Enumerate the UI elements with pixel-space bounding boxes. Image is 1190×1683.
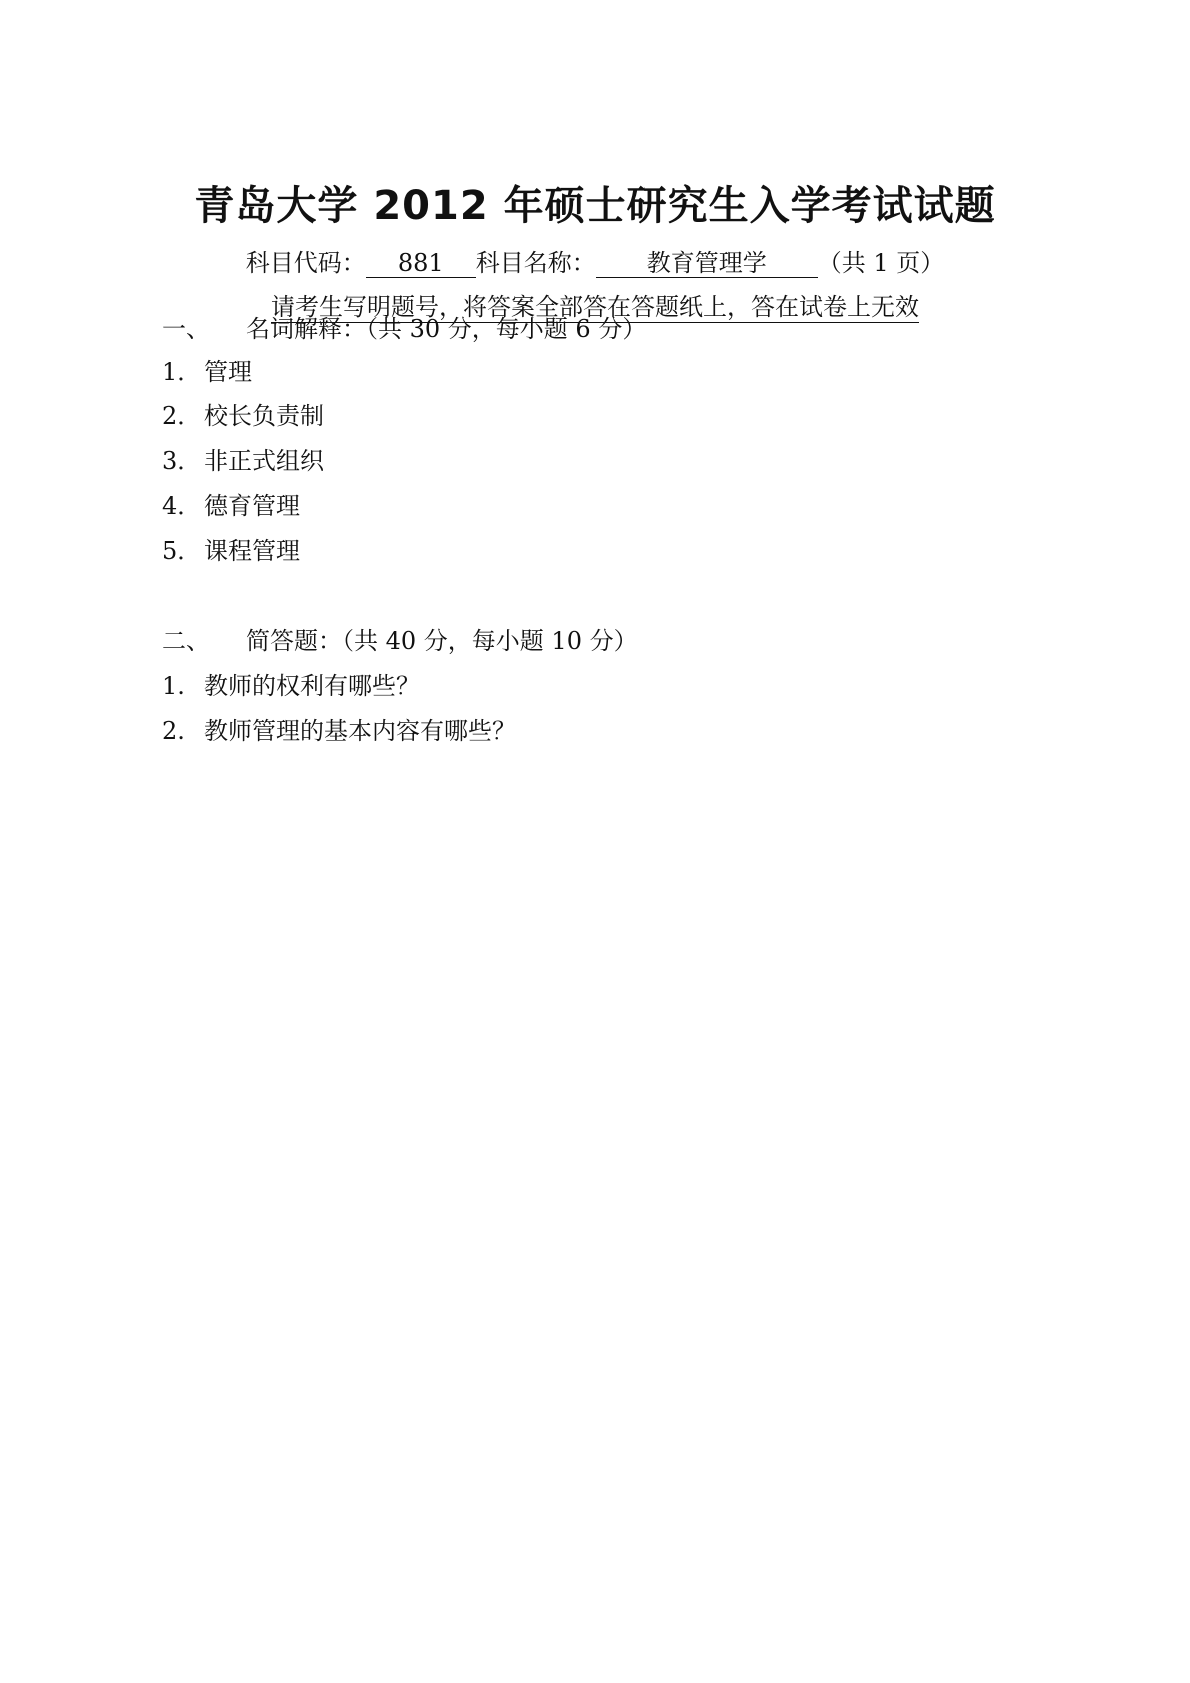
subject-info-line (0, 246, 1190, 280)
subject-code-value: 881 (366, 249, 476, 278)
question-item (162, 669, 420, 703)
section-heading (162, 312, 646, 346)
section-title: 名词解释：（共 30 分，每小题 6 分） (246, 315, 647, 343)
question-item (162, 355, 252, 389)
question-number: 2． (162, 402, 202, 430)
question-item (162, 534, 300, 568)
question-text: 教师管理的基本内容有哪些？ (204, 717, 516, 745)
subject-name-value: 教育管理学 (596, 249, 818, 278)
question-number: 1． (162, 358, 202, 386)
question-number: 3． (162, 447, 202, 475)
section-number: 一、 (162, 315, 210, 343)
question-text: 德育管理 (204, 492, 300, 520)
subject-name-label: 科目名称： (475, 249, 596, 277)
question-item (162, 489, 300, 523)
question-text: 课程管理 (204, 537, 300, 565)
question-number: 4． (162, 492, 202, 520)
exam-title: 青岛大学 2012 年硕士研究生入学考试试题 (194, 183, 996, 229)
question-number: 2. (162, 717, 185, 745)
question-number: 1. (162, 672, 185, 700)
question-text: 校长负责制 (204, 402, 324, 430)
question-number: 5． (162, 537, 202, 565)
section-heading (162, 624, 638, 658)
subject-code-label: 科目代码： (245, 249, 366, 277)
section-number: 二、 (162, 627, 210, 655)
question-text: 教师的权利有哪些？ (204, 672, 420, 700)
question-item (162, 444, 324, 478)
question-item (162, 399, 324, 433)
question-text: 非正式组织 (204, 447, 324, 475)
section-title: 简答题：（共 40 分，每小题 10 分） (246, 627, 638, 655)
instruction-text: 请考生写明题号，将答案全部答在答题纸上，答在试卷上无效 (271, 293, 919, 321)
page-count: （共 1 页） (817, 249, 945, 277)
question-text: 管理 (204, 358, 252, 386)
question-item (162, 714, 516, 748)
